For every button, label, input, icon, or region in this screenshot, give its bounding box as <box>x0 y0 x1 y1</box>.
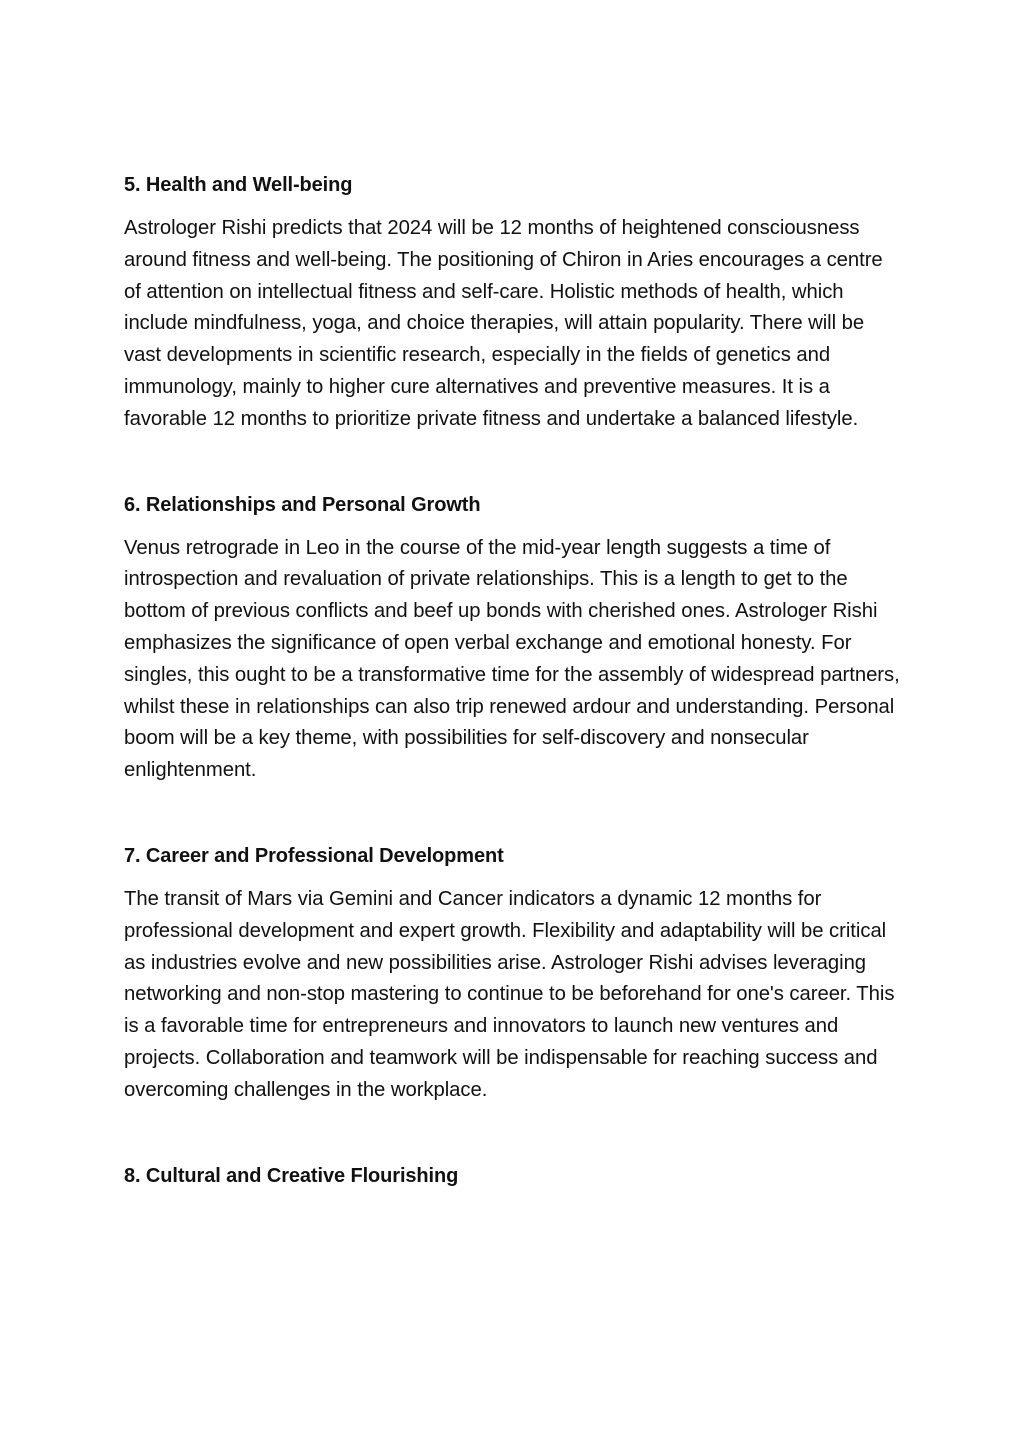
section-heading: 5. Health and Well-being <box>124 174 353 196</box>
section-paragraph: Venus retrograde in Leo in the course of the mid-year length suggests a time of introspection and revaluation of private relationships. This is a length to get to the bottom of previous conflicts and beef up bonds with cherished ones. Astrologer Rishi emphasizes the significance of open verbal exchange and emotional honesty. For singles, this ought to be a transformative time for the assembly of widespread partners, whilst these in relationships can also trip renewed ardour and understanding. Personal boom will be a key theme, with possibilities for self-discovery and nonsecular enlightenment. <box>124 536 900 782</box>
section-relationships-and-personal-growth <box>124 490 904 787</box>
section-paragraph: Astrologer Rishi predicts that 2024 will be 12 months of heightened consciousness around fitness and well-being. The positioning of Chiron in Aries encourages a centre of attention on intellectual fitness and self-care. Holistic methods of health, which include mindfulness, yoga, and choice therapies, will attain popularity. There will be vast developments in scientific research, especially in the fields of genetics and immunology, mainly to higher cure alternatives and preventive measures. It is a favorable 12 months to prioritize private fitness and undertake a balanced lifestyle. <box>124 217 883 430</box>
section-health-and-well-being <box>124 170 904 436</box>
section-heading: 6. Relationships and Personal Growth <box>124 493 481 516</box>
section-cultural-and-creative-flourishing <box>124 1161 904 1191</box>
section-career-and-professional-development <box>124 841 904 1107</box>
section-heading: 7. Career and Professional Development <box>124 844 504 867</box>
section-heading: 8. Cultural and Creative Flourishing <box>124 1164 459 1187</box>
section-paragraph: The transit of Mars via Gemini and Cancer indicators a dynamic 12 months for professional development and expert growth. Flexibility and adaptability will be critical as industries evolve and new possibilities arise. Astrologer Rishi advises leveraging networking and non-stop mastering to continue to be beforehand for one's career. This is a favorable time for entrepreneurs and innovators to launch new ventures and projects. Collaboration and teamwork will be indispensable for reaching success and overcoming challenges in the workplace. <box>124 887 895 1101</box>
document-content <box>124 170 904 1191</box>
